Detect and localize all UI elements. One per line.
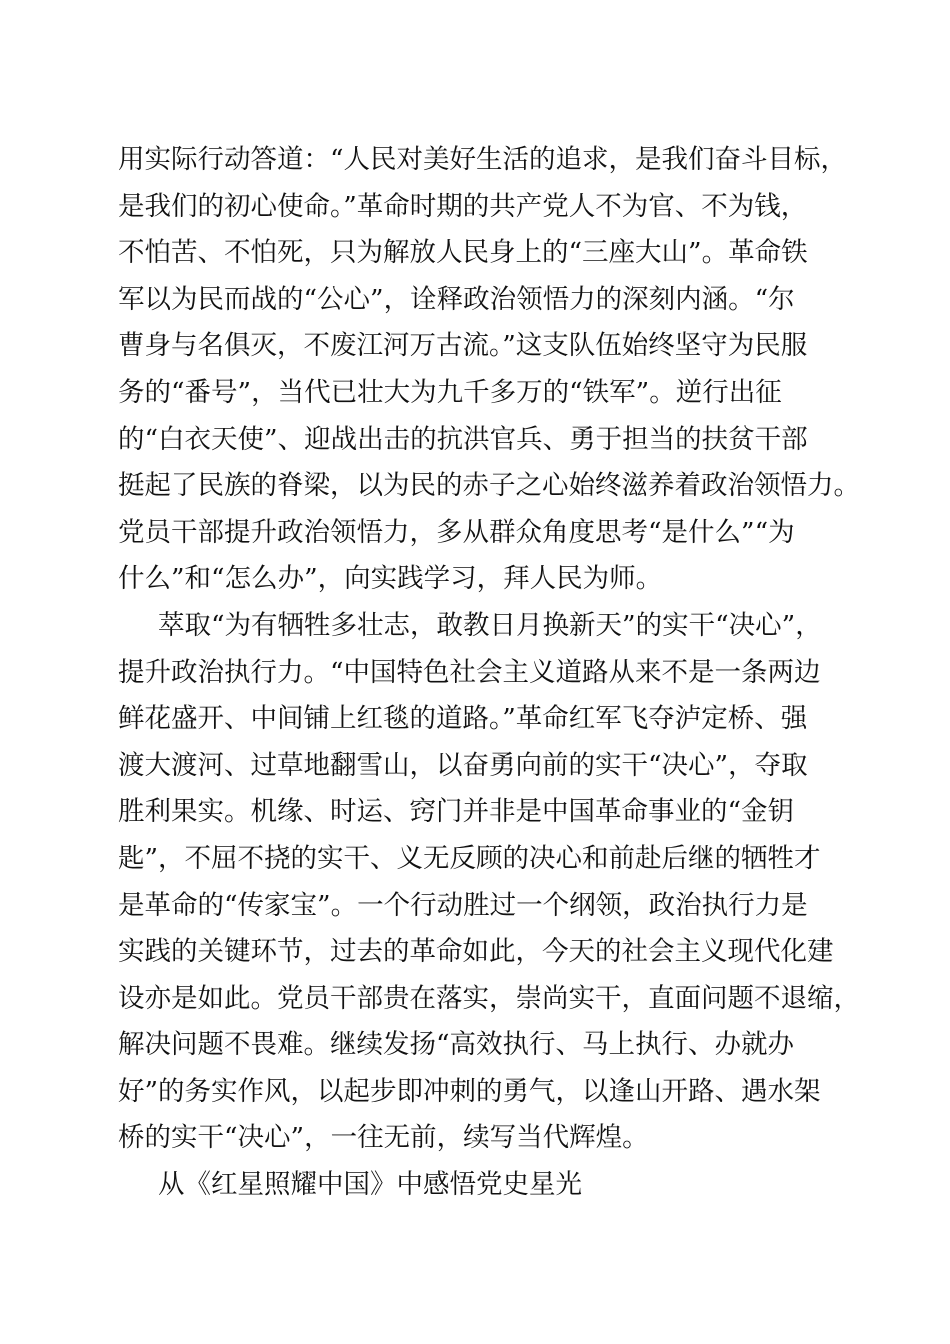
text-line: 实践的关键环节，过去的革命如此，今天的社会主义现代化建: [118, 936, 834, 968]
text-line: 的“白衣天使”、迎战出击的抗洪官兵、勇于担当的扶贫干部: [118, 423, 808, 455]
text-line: 提升政治执行力。“中国特色社会主义道路从来不是一条两边: [118, 656, 821, 688]
text-line: 务的“番号”，当代已壮大为九千多万的“铁军”。逆行出征: [118, 376, 782, 408]
text-line: 鲜花盛开、中间铺上红毯的道路。”革命红军飞夺泸定桥、强: [118, 703, 808, 735]
text-line: 曹身与名俱灭，不废江河万古流。”这支队伍始终坚守为民服: [118, 330, 808, 362]
text-line: 桥的实干“决心”，一往无前，续写当代辉煌。: [118, 1122, 649, 1154]
text-line: 匙”，不屈不挠的实干、义无反顾的决心和前赴后继的牺牲才: [118, 842, 821, 874]
text-line: 渡大渡河、过草地翻雪山，以奋勇向前的实干“决心”，夺取: [118, 749, 808, 781]
text-line: 军以为民而战的“公心”，诠释政治领悟力的深刻内涵。“尔: [118, 283, 795, 315]
text-line: 党员干部提升政治领悟力，多从群众角度思考“是什么”“为: [118, 516, 795, 548]
section-heading: 从《红星照耀中国》中感悟党史星光: [158, 1169, 582, 1201]
text-line: 挺起了民族的脊梁，以为民的赤子之心始终滋养着政治领悟力。: [118, 470, 860, 502]
text-line: 好”的务实作风，以起步即冲刺的勇气，以逢山开路、遇水架: [118, 1075, 821, 1107]
text-line: 胜利果实。机缘、时运、窍门并非是中国革命事业的“金钥: [118, 796, 795, 828]
paragraph-start-line: 萃取“为有牺牲多壮志，敢教日月换新天”的实干“决心”，: [158, 609, 822, 641]
text-line: 解决问题不畏难。继续发扬“高效执行、马上执行、办就办: [118, 1029, 795, 1061]
text-line: 什么”和“怎么办”，向实践学习，拜人民为师。: [118, 563, 663, 595]
text-line: 用实际行动答道：“人民对美好生活的追求，是我们奋斗目标，: [118, 144, 848, 175]
text-line: 是革命的“传家宝”。一个行动胜过一个纲领，政治执行力是: [118, 889, 808, 921]
text-line: 是我们的初心使命。”革命时期的共产党人不为官、不为钱，: [118, 190, 808, 222]
text-line: 设亦是如此。党员干部贵在落实，崇尚实干，直面问题不退缩，: [118, 982, 860, 1014]
body-text: [118, 137, 860, 1209]
text-line: 不怕苦、不怕死，只为解放人民身上的“三座大山”。革命铁: [118, 237, 808, 269]
